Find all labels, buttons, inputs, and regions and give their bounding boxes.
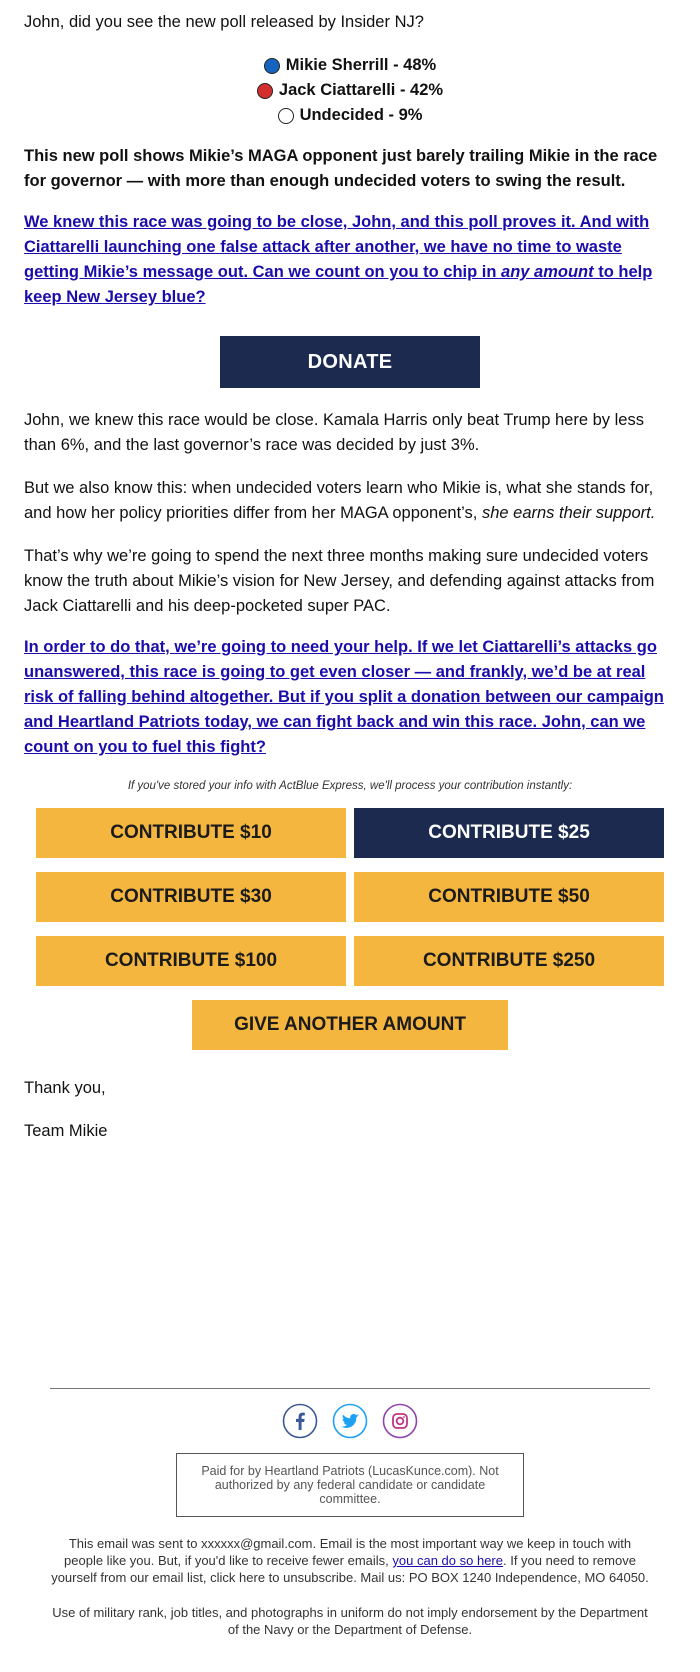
poll-label: Undecided - 9% — [299, 106, 423, 124]
footer-text: This email was sent to — [68, 1536, 202, 1551]
help-link-paragraph[interactable]: In order to do that, we’re going to need your help. If we let Ciattarelli’s attacks go unanswered, this race is going to get even closer — and frankly, we’d be at real risk of falling behind altogether. But if you split a donation between our campaign and Heartland Patriots today, we can fight back and win this race. John, can we count on you to fuel this fight? — [24, 638, 664, 756]
poll-label: Mikie Sherrill - 48% — [285, 56, 437, 74]
donate-button[interactable]: DONATE — [220, 336, 480, 388]
blue-dot-icon — [264, 58, 280, 74]
social-links — [0, 1403, 700, 1439]
footer-text: . If you need to remove yourself from our email list, click here to unsubscribe. Mail us: PO BOX 1240 Independence, MO 64050. — [51, 1553, 649, 1585]
contribute-30-button[interactable]: CONTRIBUTE $30 — [36, 872, 346, 922]
poll-results — [24, 53, 676, 128]
poll-row-sherrill — [24, 53, 676, 78]
signature: Team Mikie — [24, 1122, 108, 1140]
poll-label: Jack Ciattarelli - 42% — [278, 81, 444, 99]
poll-row-undecided — [24, 103, 676, 128]
footer-disclaimer: Use of military rank, job titles, and photographs in uniform do not imply endorsement by the Department of the Navy or the Department of Defense. — [52, 1605, 648, 1637]
footer — [0, 1388, 700, 1638]
thanks-text: Thank you, — [24, 1079, 106, 1097]
instagram-icon[interactable] — [382, 1403, 418, 1439]
give-another-amount-button[interactable]: GIVE ANOTHER AMOUNT — [192, 1000, 508, 1050]
white-dot-icon — [278, 108, 294, 124]
donate-wrap — [24, 336, 676, 388]
fewer-emails-link[interactable]: you can do so here — [392, 1553, 503, 1568]
paragraph-close-race: John, we knew this race would be close. Kamala Harris only beat Trump here by less than 6%, and the last governor’s race was decided by just 3%. — [24, 411, 644, 454]
paid-for-disclaimer: Paid for by Heartland Patriots (LucasKunce.com). Not authorized by any federal candidate or candidate committee. — [176, 1453, 524, 1517]
contribute-grid — [36, 808, 664, 986]
footer-divider — [50, 1388, 650, 1389]
poll-summary: This new poll shows Mikie’s MAGA opponent just barely trailing Mikie in the race for governor — with more than enough undecided voters to swing the result. — [24, 147, 658, 190]
link-emphasis[interactable]: any amount — [501, 263, 594, 281]
contribute-50-button[interactable]: CONTRIBUTE $50 — [354, 872, 664, 922]
paragraph-emphasis: she earns their support. — [481, 504, 656, 522]
another-amount-wrap — [24, 1000, 676, 1050]
footer-email-info — [50, 1535, 650, 1586]
paragraph-undecided — [24, 476, 676, 526]
actblue-note: If you've stored your info with ActBlue Express, we'll process your contribution instantly: — [127, 780, 573, 792]
twitter-icon[interactable] — [332, 1403, 368, 1439]
facebook-icon[interactable] — [282, 1403, 318, 1439]
footer-text: . Email is the most important way we keep in touch with people like you. But, if you'd like to receive fewer emails, — [64, 1536, 632, 1568]
intro-text: John, did you see the new poll released by Insider NJ? — [24, 13, 424, 31]
contribute-100-button[interactable]: CONTRIBUTE $100 — [36, 936, 346, 986]
link-text[interactable]: to help keep New Jersey blue? — [24, 263, 653, 306]
contribute-250-button[interactable]: CONTRIBUTE $250 — [354, 936, 664, 986]
paragraph-plan: That’s why we’re going to spend the next three months making sure undecided voters know the truth about Mikie’s vision for New Jersey, and defending against attacks from Jack Ciattarelli and his deep-pocketed super PAC. — [24, 547, 655, 615]
red-dot-icon — [257, 83, 273, 99]
paragraph-text: But we also know this: when undecided voters learn who Mikie is, what she stands for, and how her policy priorities differ from her MAGA opponent’s, — [24, 479, 654, 522]
poll-row-ciattarelli — [24, 78, 676, 103]
contribute-10-button[interactable]: CONTRIBUTE $10 — [36, 808, 346, 858]
recipient-email: xxxxxx@gmail.com — [201, 1536, 313, 1551]
contribute-25-button[interactable]: CONTRIBUTE $25 — [354, 808, 664, 858]
donate-link-paragraph[interactable] — [24, 210, 676, 310]
link-text[interactable]: We knew this race was going to be close, John, and this poll proves it. And with Ciattarelli launching one false attack after another, we have no time to waste getting Mikie’s message out. Can we count on you to chip in — [24, 213, 650, 281]
